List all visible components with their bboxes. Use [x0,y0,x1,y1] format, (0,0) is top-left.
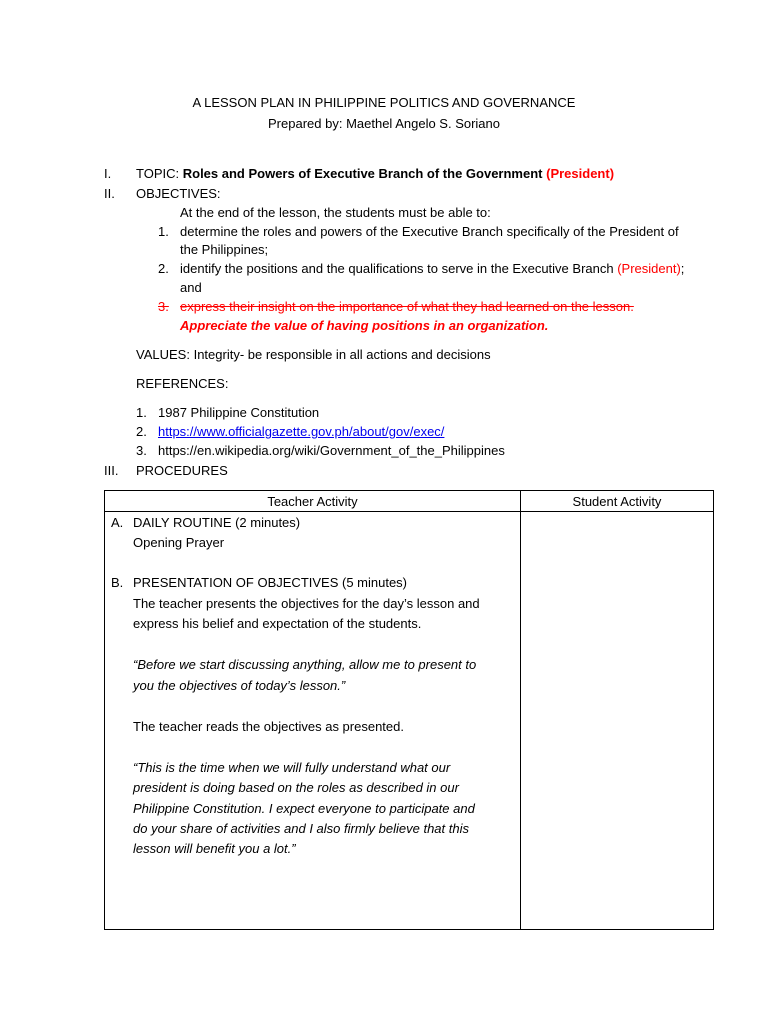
objective-2-after: ; [680,261,685,276]
reference-2-number: 2. [136,424,147,439]
values-text: Integrity- be responsible in all actions and decisions [193,347,491,362]
objectives-label: OBJECTIVES: [136,186,221,201]
prepared-by-line [0,116,768,131]
objective-2-line2: and [180,280,202,295]
teacher-activity-cell [105,512,521,930]
objective-1-line1: determine the roles and powers of the Executive Branch specifically of the President of [180,224,679,239]
procedures-numeral: III. [104,463,119,478]
prepared-by-name: Maethel Angelo S. Soriano [346,116,500,131]
section-a-line: Opening Prayer [133,535,225,550]
section-a-letter: A. [111,515,124,530]
procedures-table-header-row [105,491,714,512]
objectives-numeral: II. [104,186,115,201]
topic-label: TOPIC: [136,166,180,181]
topic-text: Roles and Powers of Executive Branch of the Government [182,166,543,181]
objective-2-line1 [180,261,684,276]
topic-line [136,166,614,181]
section-b-quote-2-line5: lesson will benefit you a lot.” [133,841,296,856]
objectives-intro: At the end of the lesson, the students must be able to: [180,205,491,220]
objective-3-number: 3. [158,299,169,314]
section-b-quote-1-line1: “Before we start discussing anything, allow me to present to [133,657,477,672]
topic-tag: (President) [546,166,615,181]
teacher-activity-content [105,512,520,929]
document-title: A LESSON PLAN IN PHILIPPINE POLITICS AND GOVERNANCE [192,95,576,110]
section-b-quote-2-line4: do your share of activities and I also firmly believe that this [133,821,469,836]
section-b-letter: B. [111,575,124,590]
reference-1-number: 1. [136,405,147,420]
student-activity-header: Student Activity [521,491,714,512]
prepared-by-label: Prepared by: [268,116,343,131]
section-b-paragraph-2: The teacher reads the objectives as presented. [133,719,404,734]
section-b-title: PRESENTATION OF OBJECTIVES (5 minutes) [133,575,408,590]
procedures-table-row [105,512,714,930]
objective-2-number: 2. [158,261,169,276]
procedures-label: PROCEDURES [136,463,228,478]
references-label: REFERENCES: [136,376,229,391]
reference-3-text: https://en.wikipedia.org/wiki/Government_of_the_Philippines [158,443,505,458]
objective-3-struck-text: express their insight on the importance of what they had learned on the lesson. [180,299,634,314]
objective-2-text: identify the positions and the qualifications to serve in the Executive Branch [180,261,614,276]
procedures-table [104,490,714,930]
topic-numeral: I. [104,166,112,181]
reference-1-text: 1987 Philippine Constitution [158,405,320,420]
reference-2-link[interactable]: https://www.officialgazette.gov.ph/about/gov/exec/ [158,424,445,439]
section-b-quote-1-line2: you the objectives of today’s lesson.” [133,678,346,693]
teacher-activity-header: Teacher Activity [105,491,521,512]
section-a-title: DAILY ROUTINE (2 minutes) [133,515,301,530]
reference-3-number: 3. [136,443,147,458]
section-b-quote-2-line1: “This is the time when we will fully understand what our [133,760,451,775]
section-b-quote-2-line3: Philippine Constitution. I expect everyone to participate and [133,801,475,816]
values-label: VALUES: [136,347,190,362]
student-activity-cell [521,512,714,930]
objective-1-line2: the Philippines; [180,242,269,257]
objective-2-tag: (President) [617,261,681,276]
section-b-quote-2-line2: president is doing based on the roles as described in our [133,780,459,795]
objective-3-replacement: Appreciate the value of having positions in an organization. [180,318,549,333]
objective-1-number: 1. [158,224,169,239]
section-b-paragraph-1-line1: The teacher presents the objectives for the day’s lesson and [133,596,480,611]
section-b-paragraph-1-line2: express his belief and expectation of the students. [133,616,422,631]
values-line [136,347,491,362]
